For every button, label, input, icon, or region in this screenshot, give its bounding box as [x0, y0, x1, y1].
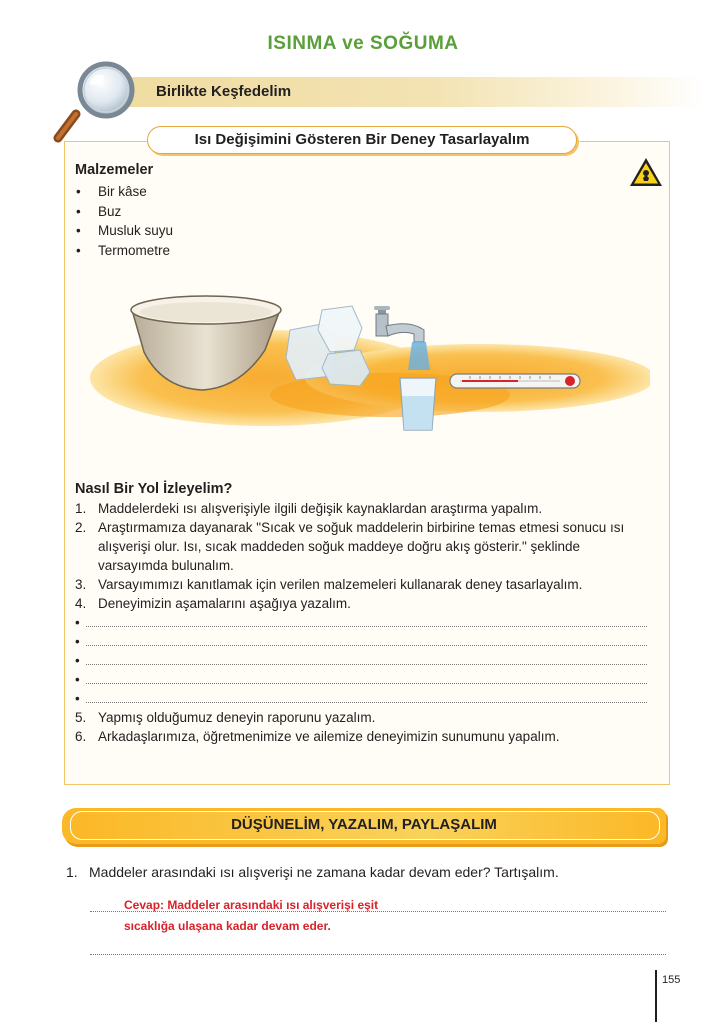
- step-number: 6.: [75, 729, 87, 744]
- list-item: [75, 575, 608, 594]
- step-text: Varsayımımızı kanıtlamak için verilen malzemeleri kullanarak deney tasarlayalım.: [98, 577, 583, 592]
- step-text: Deneyimizin aşamalarını aşağıya yazalım.: [98, 596, 351, 611]
- page-title: ISINMA ve SOĞUMA: [267, 33, 459, 54]
- list-item: • Bir kâse: [75, 182, 173, 202]
- explore-title: Birlikte Keşfedelim: [156, 83, 292, 100]
- writing-line[interactable]: •: [75, 632, 665, 651]
- step-text: Araştırmamıza dayanarak "Sıcak ve soğuk maddelerin birbirine temas etmesi sonucu ısı alışverişi olur. Isı, sıcak maddeden soğuk maddeye doğru akış gösterir." şeklinde varsayımda bulunalım.: [98, 520, 625, 573]
- steps-heading: Nasıl Bir Yol İzleyelim?: [75, 481, 233, 497]
- step-text: Maddelerdeki ısı alışverişiyle ilgili değişik kaynaklardan araştırma yapalım.: [98, 501, 543, 516]
- writing-line[interactable]: •: [75, 670, 665, 689]
- question-number: 1.: [66, 864, 78, 880]
- list-item: [75, 708, 665, 727]
- think-title: DÜŞÜNELİM, YAZALIM, PAYLAŞALIM: [231, 816, 497, 833]
- list-item: • Termometre: [75, 241, 173, 261]
- warning-icon: [628, 156, 664, 188]
- answer-line[interactable]: [90, 954, 666, 955]
- writing-line[interactable]: •: [75, 651, 665, 670]
- answer-text: sıcaklığa ulaşana kadar devam eder.: [124, 919, 331, 933]
- page-number: 155: [662, 974, 681, 986]
- list-item: • Buz: [75, 202, 173, 222]
- answer-text: Cevap: Maddeler arasındaki ısı alışverişi eşit: [124, 898, 379, 912]
- step-text: Arkadaşlarımıza, öğretmenimize ve ailemize deneyimizin sunumunu yapalım.: [98, 729, 560, 744]
- step-number: 3.: [75, 577, 87, 592]
- step-text: Yapmış olduğumuz deneyin raporunu yazalım.: [98, 710, 376, 725]
- list-item: [75, 518, 653, 575]
- list-item: • Musluk suyu: [75, 221, 173, 241]
- materials-list: [75, 182, 173, 260]
- experiment-illustration: [90, 280, 650, 440]
- steps-list: [75, 499, 665, 746]
- question-text: Maddeler arasındaki ısı alışverişi ne zamana kadar devam eder? Tartışalım.: [89, 864, 559, 880]
- step-number: 4.: [75, 596, 87, 611]
- step-number: 1.: [75, 501, 87, 516]
- thermometer-icon: [450, 374, 580, 388]
- writing-line[interactable]: •: [75, 613, 665, 632]
- magnifier-icon: [52, 60, 138, 150]
- step-number: 2.: [75, 520, 87, 535]
- list-item: [75, 499, 665, 518]
- writing-line[interactable]: •: [75, 689, 665, 708]
- materials-heading: Malzemeler: [75, 162, 154, 178]
- step-number: 5.: [75, 710, 87, 725]
- experiment-title: Isı Değişimini Gösteren Bir Deney Tasarlayalım: [147, 126, 577, 154]
- list-item: [75, 594, 665, 613]
- glass-icon: [400, 378, 436, 430]
- page-number-divider: [655, 970, 657, 1022]
- list-item: [75, 727, 665, 746]
